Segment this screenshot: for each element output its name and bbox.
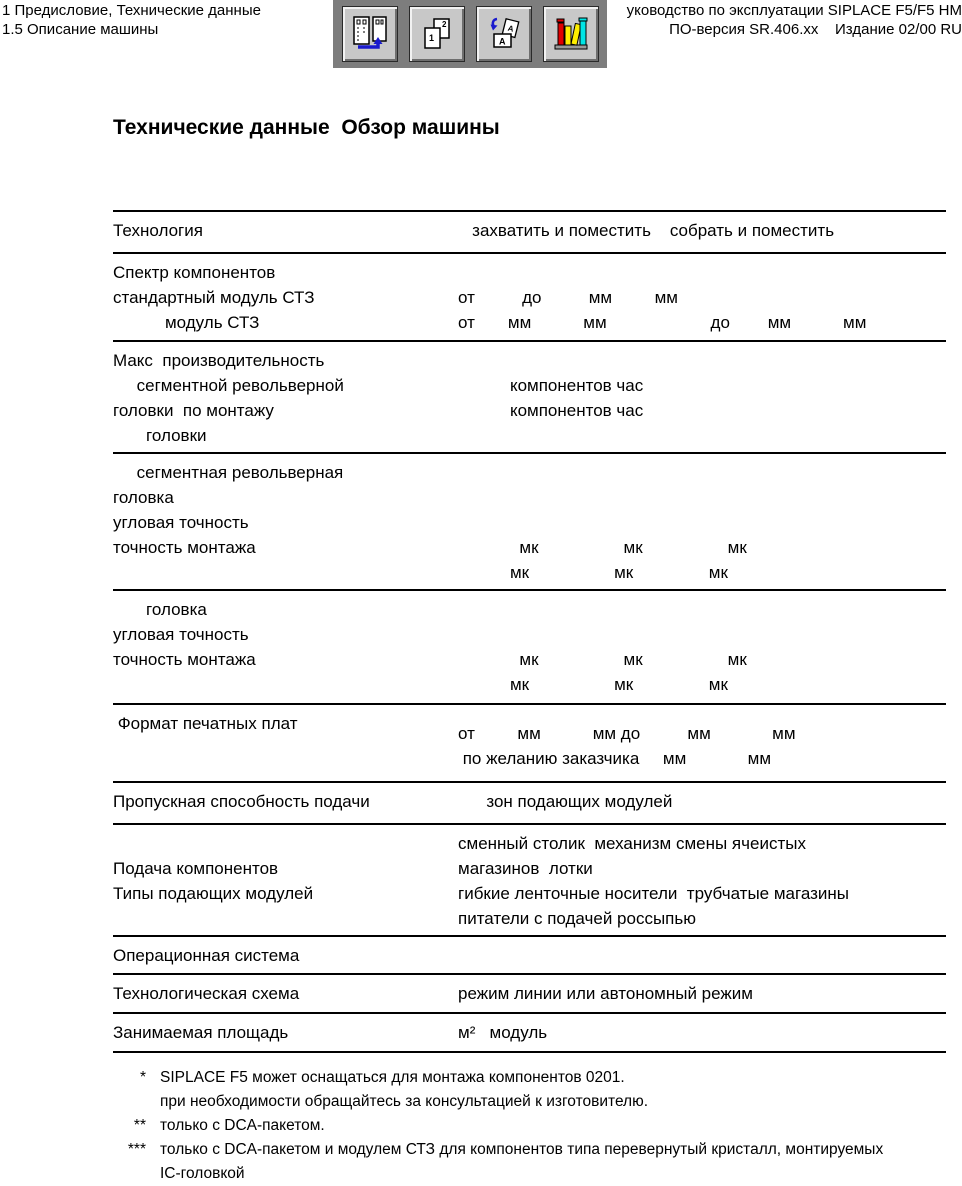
row-values	[458, 943, 946, 969]
row-values	[458, 218, 946, 248]
footnote-text	[160, 1066, 948, 1114]
text-line	[458, 597, 946, 622]
text-line	[458, 622, 946, 647]
text-line: магазинов лотки	[458, 859, 593, 878]
table-row	[113, 781, 946, 823]
row-values	[458, 981, 946, 1008]
text-line	[458, 485, 946, 510]
text-line: от мм мм до мм мм	[458, 313, 867, 332]
text-line: гибкие ленточные носители трубчатые магазины	[458, 884, 849, 903]
text-line: мк мк мк	[458, 538, 747, 557]
text-line	[458, 510, 946, 535]
text-line	[458, 260, 946, 285]
header-version: ПО-версия SR.406.xx Издание 02/00 RU	[669, 21, 962, 38]
text-line: Пропускная способность подачи	[113, 792, 370, 811]
text-line: от до мм мм	[458, 288, 678, 307]
footnote-marker: ***	[127, 1141, 146, 1158]
row-values	[458, 597, 946, 699]
text-line: угловая точность	[113, 513, 249, 532]
text-line: сегментная револьверная	[113, 463, 344, 482]
footnote	[113, 1114, 948, 1138]
text-line: головка	[113, 600, 207, 619]
page-2-glyph: 2	[441, 20, 446, 29]
footnote-marker: **	[133, 1117, 146, 1134]
header-section: 1.5 Описание машины	[2, 21, 159, 38]
text-line: SIPLACE F5 может оснащаться для монтажа компонентов 0201.	[160, 1069, 625, 1086]
row-values	[458, 789, 946, 819]
text-line: захватить и поместить собрать и поместить	[458, 221, 835, 240]
page-title: Технические данные Обзор машины	[113, 116, 500, 139]
footnote-text	[160, 1114, 948, 1138]
text-line: м² модуль	[458, 1023, 548, 1042]
table-row	[113, 703, 946, 781]
row-label	[113, 981, 458, 1008]
row-label	[113, 460, 458, 585]
toolbar-button-library[interactable]	[543, 6, 599, 62]
table-row	[113, 340, 946, 452]
text-line: угловая точность	[113, 625, 249, 644]
text-line: головка	[113, 488, 174, 507]
text-line: по желанию заказчика мм мм	[458, 749, 772, 768]
header-manual-title: уководство по эксплуатации SIPLACE F5/F5 HM	[626, 2, 962, 19]
page-a-front-glyph: A	[498, 36, 505, 47]
text-line: зон подающих модулей	[458, 792, 673, 811]
text-line	[458, 348, 946, 373]
table-row	[113, 210, 946, 252]
text-line: головки	[113, 426, 207, 445]
row-values	[458, 348, 946, 448]
row-values	[458, 1020, 946, 1047]
text-line: модуль СТЗ	[113, 313, 260, 332]
library-icon	[551, 14, 591, 54]
table-row	[113, 823, 946, 935]
row-label	[113, 218, 458, 248]
text-line: сменный столик механизм смены ячеистых	[458, 834, 806, 853]
text-line	[458, 460, 946, 485]
footnote-text	[160, 1138, 948, 1186]
text-line	[113, 831, 458, 856]
footnote	[113, 1066, 948, 1114]
footnotes	[113, 1066, 948, 1186]
header-left	[2, 1, 261, 39]
footnote	[113, 1138, 948, 1186]
text-line: IC-головкой	[160, 1165, 245, 1182]
text-line: от мм мм до мм мм	[458, 724, 796, 743]
text-line: питатели с подачей россыпью	[458, 909, 696, 928]
text-line: Технологическая схема	[113, 984, 300, 1003]
page-1-glyph: 1	[428, 33, 434, 43]
specs-table	[113, 210, 946, 1053]
row-label	[113, 260, 458, 336]
row-values	[458, 260, 946, 336]
row-label	[113, 597, 458, 699]
text-line: стандартный модуль СТЗ	[113, 288, 315, 307]
text-line: Операционная система	[113, 946, 300, 965]
text-line: мк мк мк	[458, 675, 728, 694]
machine-layout-icon	[350, 14, 390, 54]
table-row	[113, 589, 946, 703]
row-values	[458, 460, 946, 585]
text-line: режим линии или автономный режим	[458, 984, 753, 1003]
page-a-back-glyph: A	[506, 23, 515, 34]
table-row	[113, 935, 946, 973]
table-row	[113, 1012, 946, 1053]
header-right	[627, 1, 962, 39]
pages-icon	[417, 14, 457, 54]
row-label	[113, 831, 458, 931]
text-line: Спектр компонентов	[113, 263, 276, 282]
text-line: Типы подающих модулей	[113, 884, 314, 903]
text-line: мк мк мк	[458, 563, 728, 582]
toolbar-button-pages[interactable]	[409, 6, 465, 62]
toolbar	[333, 0, 607, 68]
text-line: головки по монтажу	[113, 401, 274, 420]
text-line: точность монтажа	[113, 538, 256, 557]
row-values	[458, 711, 946, 777]
row-label	[113, 943, 458, 969]
text-line: Технология	[113, 221, 203, 240]
row-label	[113, 348, 458, 448]
text-line: Подача компонентов	[113, 859, 279, 878]
toolbar-button-machine-layout[interactable]	[342, 6, 398, 62]
table-row	[113, 973, 946, 1012]
footnote-marker: *	[139, 1069, 146, 1086]
table-row	[113, 452, 946, 589]
row-values	[458, 831, 946, 931]
text-line: при необходимости обращайтесь за консультацией к изготовителю.	[160, 1093, 649, 1110]
text-line: мк мк мк	[458, 650, 747, 669]
header-chapter: 1 Предисловие, Технические данные	[2, 2, 261, 19]
text-line: сегментной револьверной	[113, 376, 344, 395]
text-line: Макс производительность	[113, 351, 325, 370]
text-line: точность монтажа	[113, 650, 256, 669]
text-line: Формат печатных плат	[113, 714, 298, 733]
text-line: Занимаемая площадь	[113, 1023, 289, 1042]
row-label	[113, 1020, 458, 1047]
text-line: компонентов час	[458, 401, 644, 420]
sort-pages-icon	[484, 14, 524, 54]
toolbar-button-sort-pages[interactable]	[476, 6, 532, 62]
row-label	[113, 711, 458, 777]
table-row	[113, 252, 946, 340]
text-line: компонентов час	[458, 376, 644, 395]
row-label	[113, 789, 458, 819]
text-line: только с DCA-пакетом.	[160, 1117, 325, 1134]
text-line: только с DCA-пакетом и модулем СТЗ для компонентов типа перевернутый кристалл, монтируемых	[160, 1141, 884, 1158]
